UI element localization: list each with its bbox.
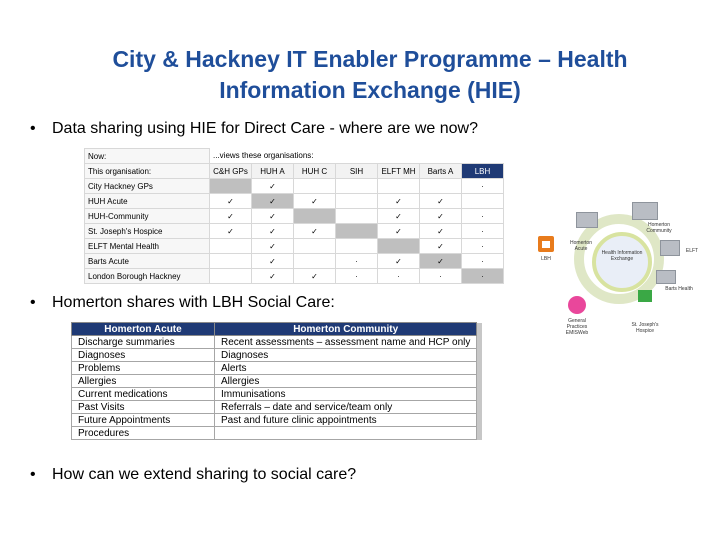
share-header-row — [72, 323, 482, 336]
matrix-cell: · — [462, 224, 504, 239]
acute-cell: Diagnoses — [72, 349, 215, 362]
matrix-cell — [336, 224, 378, 239]
column-header: C&H GPs — [210, 164, 252, 179]
node-elft: ELFT — [685, 248, 699, 254]
table-row — [72, 388, 482, 401]
table-row — [72, 349, 482, 362]
community-cell: Referrals – date and service/team only — [215, 401, 477, 414]
matrix-cell: · — [462, 269, 504, 284]
row-label: HUH Acute — [85, 194, 210, 209]
matrix-cell: · — [462, 179, 504, 194]
matrix-cell — [336, 209, 378, 224]
table-row — [72, 375, 482, 388]
matrix-cell: ✓ — [420, 239, 462, 254]
matrix-cell: ✓ — [252, 224, 294, 239]
org-label: This organisation: — [85, 164, 210, 179]
node-lbh: LBH — [541, 256, 551, 262]
column-header: ELFT MH — [378, 164, 420, 179]
bullet-text: How can we extend sharing to social care? — [52, 466, 357, 483]
table-edge — [477, 336, 482, 349]
table-row — [72, 401, 482, 414]
matrix-cell: ✓ — [252, 194, 294, 209]
column-header: HUH A — [252, 164, 294, 179]
lbh-icon — [538, 236, 554, 252]
row-label: HUH-Community — [85, 209, 210, 224]
row-label: ELFT Mental Health — [85, 239, 210, 254]
bullet-dot: • — [30, 466, 36, 483]
matrix-cell: ✓ — [252, 209, 294, 224]
matrix-cell — [294, 179, 336, 194]
matrix-row — [85, 179, 504, 194]
matrix-cell: ✓ — [378, 209, 420, 224]
barts-building-icon — [656, 270, 676, 284]
matrix-cell: ✓ — [252, 239, 294, 254]
now-label: Now: — [85, 149, 210, 164]
matrix-row — [85, 269, 504, 284]
row-label: City Hackney GPs — [85, 179, 210, 194]
matrix-cell: · — [462, 239, 504, 254]
matrix-cell — [420, 179, 462, 194]
matrix-cell — [336, 179, 378, 194]
matrix-cell: ✓ — [420, 194, 462, 209]
column-header: Homerton Acute — [72, 323, 215, 336]
matrix-header-row — [85, 164, 504, 179]
table-edge — [477, 414, 482, 427]
matrix-cell — [294, 254, 336, 269]
hospital-building-icon — [576, 212, 598, 228]
acute-cell: Problems — [72, 362, 215, 375]
matrix-cell: ✓ — [210, 194, 252, 209]
matrix-cell — [294, 239, 336, 254]
table-edge — [477, 427, 482, 440]
row-label: St. Joseph's Hospice — [85, 224, 210, 239]
sharing-matrix — [84, 148, 504, 284]
acute-cell: Current medications — [72, 388, 215, 401]
community-cell: Diagnoses — [215, 349, 477, 362]
matrix-cell — [210, 254, 252, 269]
homerton-sharing-table — [71, 322, 482, 440]
matrix-cell: ✓ — [420, 209, 462, 224]
views-label: ...views these organisations: — [210, 149, 504, 164]
table-edge — [477, 388, 482, 401]
matrix-cell — [378, 179, 420, 194]
matrix-cell — [210, 269, 252, 284]
table-edge — [477, 362, 482, 375]
matrix-cell — [462, 194, 504, 209]
community-cell: Allergies — [215, 375, 477, 388]
matrix-cell — [336, 194, 378, 209]
community-cell: Alerts — [215, 362, 477, 375]
table-row — [72, 362, 482, 375]
matrix-cell — [210, 239, 252, 254]
bullet-text: Homerton shares with LBH Social Care: — [52, 294, 335, 311]
matrix-row — [85, 224, 504, 239]
matrix-cell — [336, 239, 378, 254]
table-edge — [477, 323, 482, 336]
bullet-where-now — [30, 120, 478, 138]
node-st-josephs: St. Joseph's Hospice — [631, 322, 659, 334]
matrix-cell: ✓ — [294, 194, 336, 209]
community-cell: Recent assessments – assessment name and HCP only — [215, 336, 477, 349]
table-row — [72, 336, 482, 349]
gp-icon — [568, 296, 586, 314]
matrix-cell: ✓ — [378, 194, 420, 209]
bullet-dot: • — [30, 294, 36, 311]
community-building-icon — [632, 202, 658, 220]
matrix-top-row — [85, 149, 504, 164]
matrix-cell: ✓ — [210, 224, 252, 239]
matrix-cell: ✓ — [420, 254, 462, 269]
matrix-cell: · — [462, 254, 504, 269]
table-edge — [477, 375, 482, 388]
column-header: LBH — [462, 164, 504, 179]
bullet-homerton-shares — [30, 294, 335, 312]
page-title: City & Hackney IT Enabler Programme – Health Information Exchange (HIE) — [112, 46, 628, 103]
column-header: Homerton Community — [215, 323, 477, 336]
table-edge — [477, 349, 482, 362]
matrix-cell: ✓ — [420, 224, 462, 239]
matrix-cell: · — [462, 209, 504, 224]
matrix-cell: ✓ — [294, 269, 336, 284]
matrix-cell: · — [378, 269, 420, 284]
matrix-cell — [378, 239, 420, 254]
matrix-cell: · — [336, 254, 378, 269]
matrix-row — [85, 239, 504, 254]
column-header: HUH C — [294, 164, 336, 179]
table-row — [72, 414, 482, 427]
row-label: Barts Acute — [85, 254, 210, 269]
hie-hub — [592, 232, 652, 292]
matrix-row — [85, 254, 504, 269]
table-edge — [477, 401, 482, 414]
elft-building-icon — [660, 240, 680, 256]
matrix-cell: ✓ — [378, 254, 420, 269]
matrix-row — [85, 194, 504, 209]
hospice-icon — [638, 290, 652, 302]
row-label: London Borough Hackney — [85, 269, 210, 284]
node-homerton-acute: Homerton Acute — [570, 240, 592, 252]
hie-diagram — [536, 192, 706, 342]
column-header: SIH — [336, 164, 378, 179]
acute-cell: Allergies — [72, 375, 215, 388]
acute-cell: Past Visits — [72, 401, 215, 414]
community-cell: Past and future clinic appointments — [215, 414, 477, 427]
hub-label: Health Information Exchange — [601, 250, 643, 262]
community-cell: Immunisations — [215, 388, 477, 401]
node-barts: Barts Health — [665, 286, 693, 292]
matrix-cell: ✓ — [252, 269, 294, 284]
matrix-cell: ✓ — [294, 224, 336, 239]
bullet-extend-sharing — [30, 466, 356, 484]
matrix-cell — [294, 209, 336, 224]
node-homerton-community: Homerton Community — [646, 222, 672, 234]
matrix-cell: ✓ — [252, 254, 294, 269]
matrix-cell: ✓ — [210, 209, 252, 224]
bullet-dot: • — [30, 120, 36, 137]
acute-cell: Discharge summaries — [72, 336, 215, 349]
bullet-text: Data sharing using HIE for Direct Care - where are we now? — [52, 120, 478, 137]
matrix-cell: · — [336, 269, 378, 284]
matrix-row — [85, 209, 504, 224]
acute-cell: Procedures — [72, 427, 215, 440]
matrix-cell: ✓ — [378, 224, 420, 239]
matrix-cell — [210, 179, 252, 194]
node-gp: General Practices EMISWeb — [565, 318, 589, 336]
community-cell — [215, 427, 477, 440]
table-row — [72, 427, 482, 440]
matrix-cell: ✓ — [252, 179, 294, 194]
matrix-cell: · — [420, 269, 462, 284]
acute-cell: Future Appointments — [72, 414, 215, 427]
column-header: Barts A — [420, 164, 462, 179]
